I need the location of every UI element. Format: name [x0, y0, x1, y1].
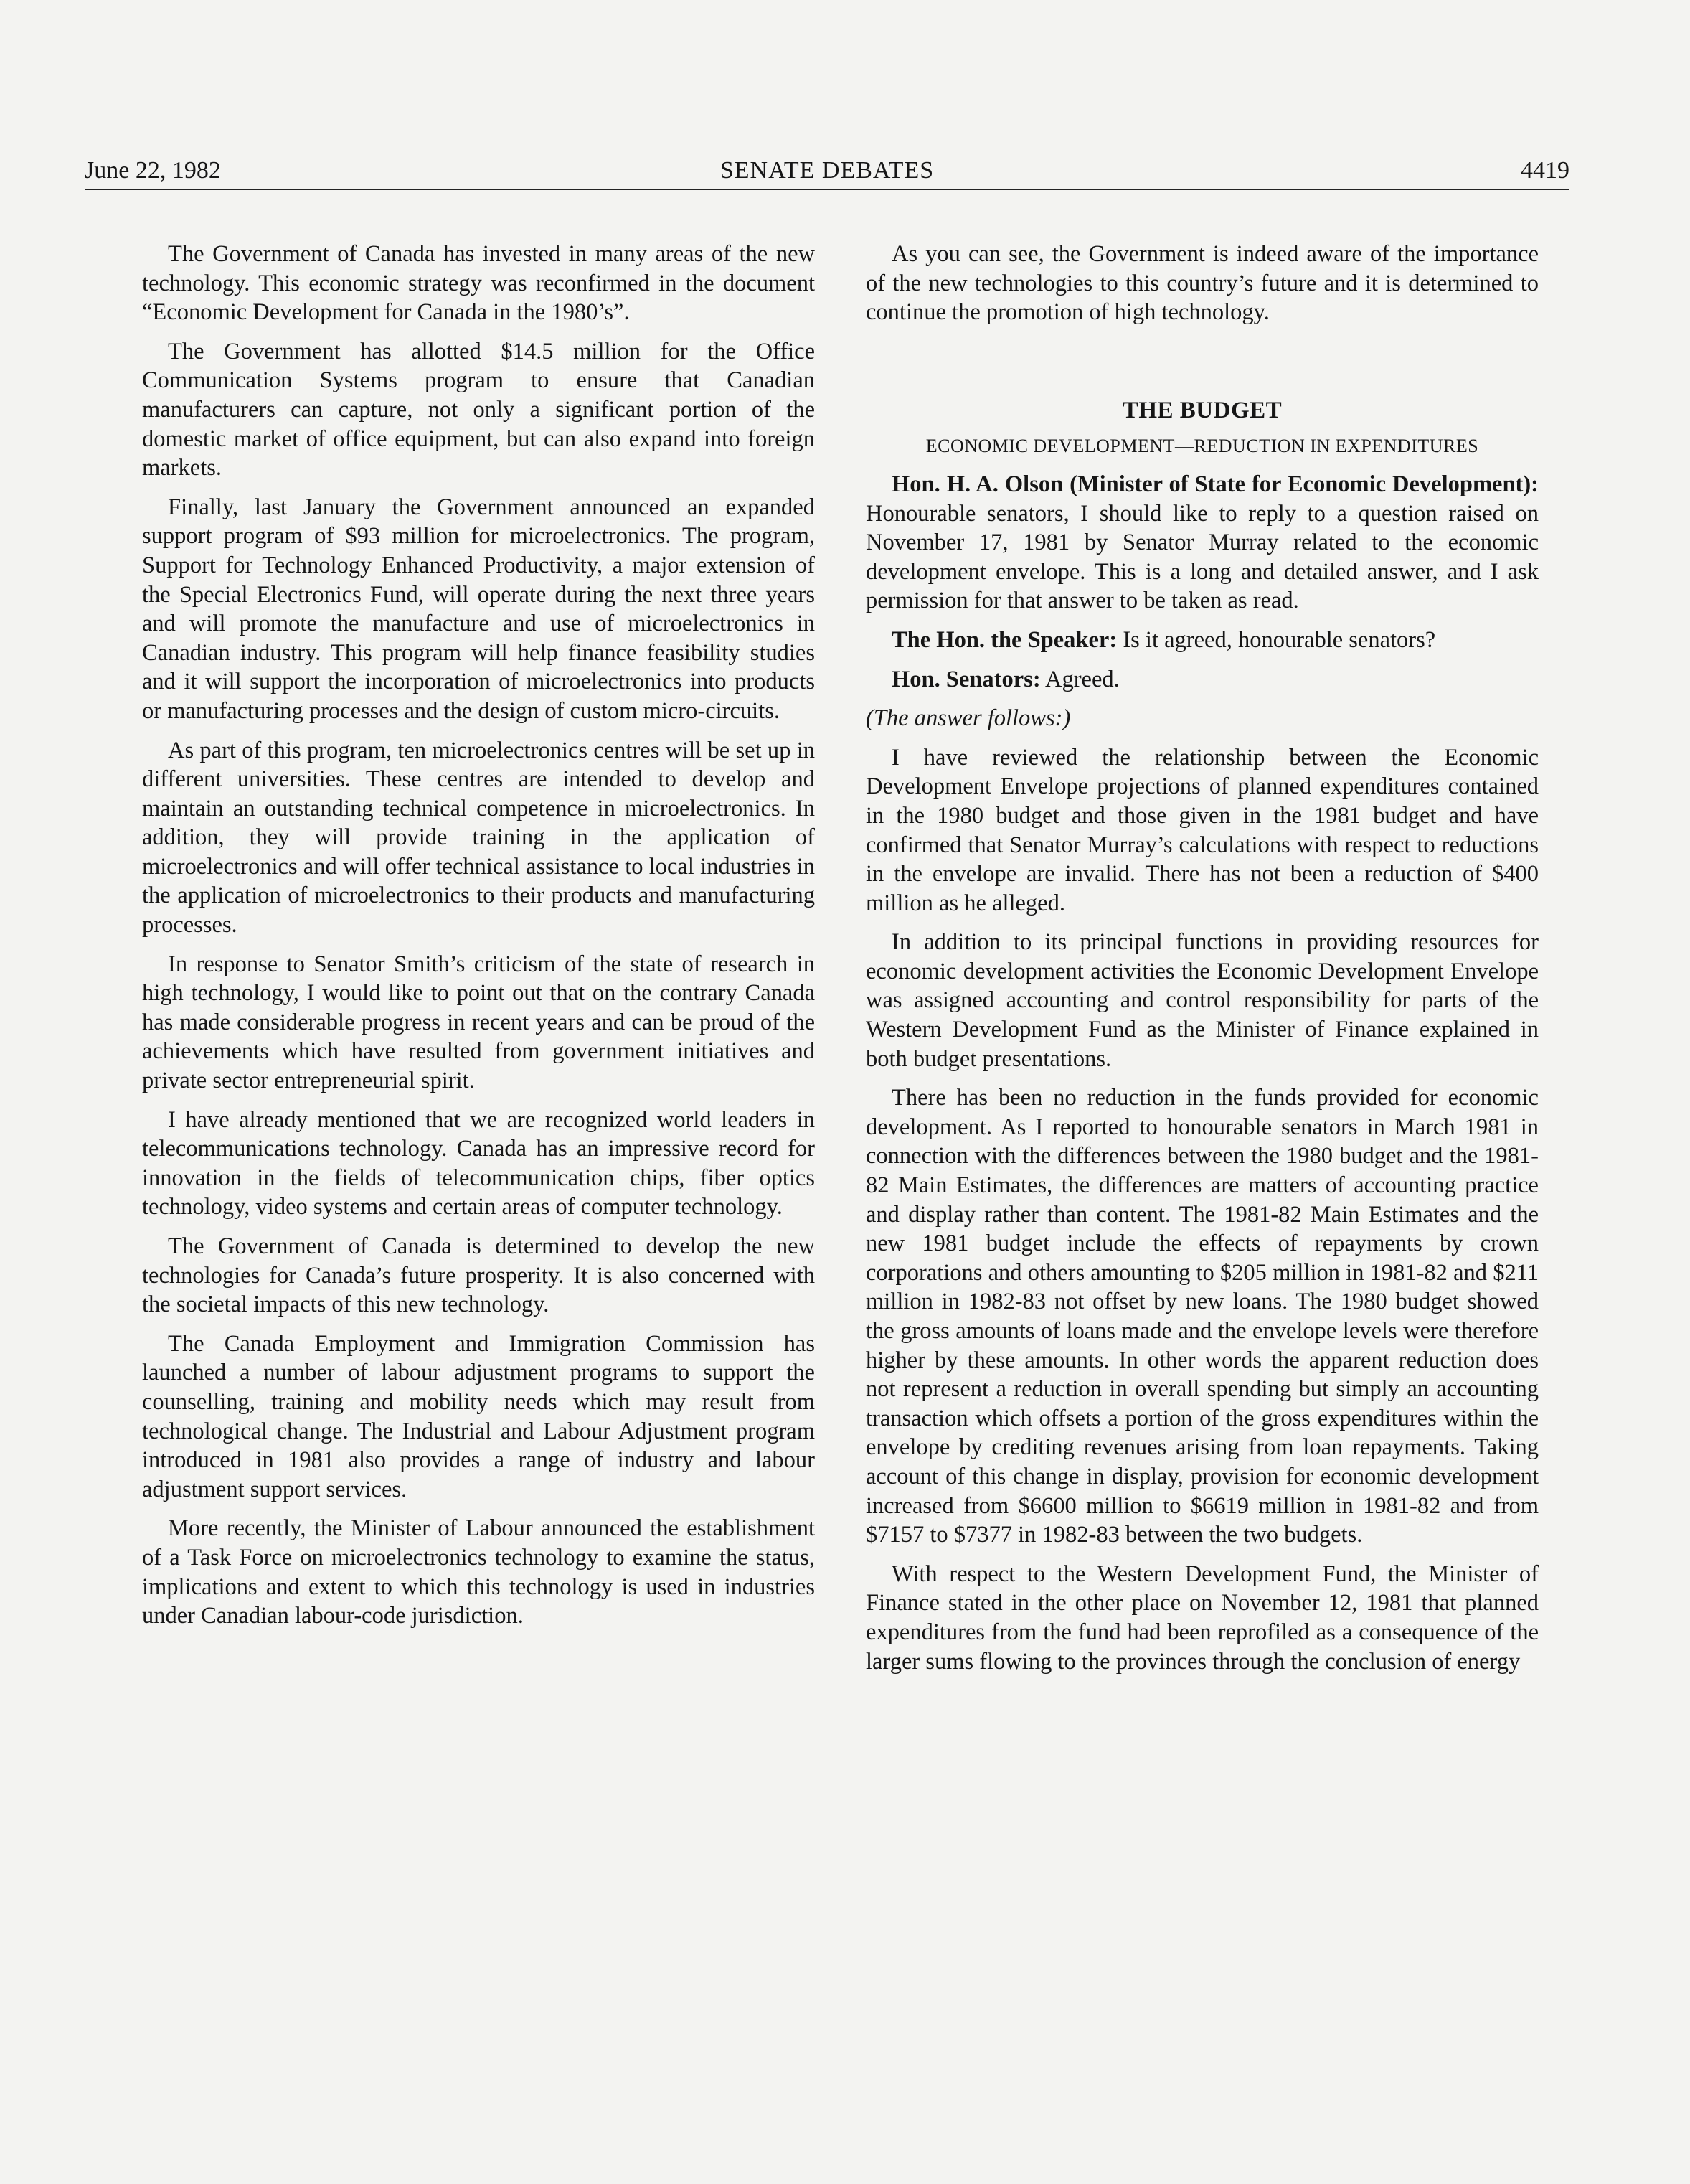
- olson-statement: [866, 470, 1539, 616]
- paragraph: The Government has allotted $14.5 million for the Office Communication Systems program to ensure that Canadian manufacturers can capture, not only a significant portion of the domestic market of office equipment, but can also expand into foreign markets.: [142, 338, 815, 481]
- header-rule: [85, 189, 1569, 190]
- paragraph: I have already mentioned that we are recognized world leaders in telecommunications technology. Canada has an impressive record for innovation in the fields of telecommunication chips, fiber optics technology, video systems and certain areas of computer technology.: [142, 1106, 815, 1220]
- section-subtitle: ECONOMIC DEVELOPMENT—REDUCTION IN EXPENDITURES: [925, 436, 1479, 457]
- paragraph: I have reviewed the relationship between the Economic Development Envelope projections of planned expenditures contained in the 1980 budget and those given in the 1981 budget and have confirmed that Senator Murray’s calculations with respect to reductions in the envelope are invalid. There has not been a reduction of $400 million as he alleged.: [866, 744, 1539, 916]
- page-header: [85, 152, 1569, 189]
- paragraph: The Canada Employment and Immigration Commission has launched a number of labour adjustment programs to support the counselling, training and mobility needs which may result from technological change. The Industrial and Labour Adjustment program introduced in 1981 also provides a range of industry and labour adjustment support services.: [142, 1330, 815, 1502]
- header-title: SENATE DEBATES: [719, 157, 935, 184]
- speaker-statement: [866, 626, 1539, 655]
- statement-text: Is it agreed, honourable senators?: [1123, 626, 1436, 653]
- paragraph: The Government of Canada is determined to develop the new technologies for Canada’s future prosperity. It is also concerned with the societal impacts of this new technology.: [142, 1233, 815, 1318]
- paragraph: More recently, the Minister of Labour announced the establishment of a Task Force on microelectronics technology to examine the status, implications and extent to which this technology is used in industries under Canadian labour-code jurisdiction.: [142, 1515, 815, 1629]
- paragraph: In response to Senator Smith’s criticism of the state of research in high technology, I would like to point out that on the contrary Canada has made considerable progress in recent years and can be proud of the achievements which have resulted from government initiatives and private sector entrepreneurial spirit.: [142, 951, 815, 1094]
- left-column: [142, 240, 815, 1641]
- speaker-name: Hon. Senators:: [892, 666, 1041, 692]
- paragraph: Finally, last January the Government announced an expanded support program of $93 million for microelectronics. The program, Support for Technology Enhanced Productivity, a major extension of the Special Electronics Fund, will operate during the next three years and will promote the manufacture and use of microelectronics in Canadian industry. This program will help finance feasibility studies and it will support the incorporation of microelectronics into products or manufacturing processes and the design of custom micro-circuits.: [142, 494, 815, 724]
- right-column: [866, 240, 1539, 1686]
- statement-text: Agreed.: [1045, 666, 1120, 692]
- paragraph: The Government of Canada has invested in many areas of the new technology. This economic strategy was reconfirmed in the document “Economic Development for Canada in the 1980’s”.: [142, 241, 815, 326]
- statement-text: Honourable senators, I should like to reply to a question raised on November 17, 1981 by Senator Murray related to the economic development envelope. This is a long and detailed answer, and I ask permission for that answer to be taken as read.: [866, 500, 1539, 614]
- paragraph: As part of this program, ten microelectronics centres will be set up in different universities. These centres are intended to develop and maintain an outstanding technical competence in microelectronics. In addition, they will provide training in the application of microelectronics and will offer technical assistance to local industries in the application of microelectronics to their products and manufacturing processes.: [142, 737, 815, 938]
- paragraph: There has been no reduction in the funds provided for economic development. As I reported to honourable senators in March 1981 in connection with the differences between the 1980 budget and the 1981-82 Main Estimates, the differences are matters of accounting practice and display rather than content. The 1981-82 Main Estimates and the new 1981 budget include the effects of repayments by crown corporations and others amounting to $205 million in 1981-82 and $211 million in 1982-83 not offset by new loans. The 1980 budget showed the gross amounts of loans made and the envelope levels were therefore higher by these amounts. In other words the apparent reduction does not represent a reduction in overall spending but simply an accounting transaction which offsets a portion of the gross expenditures within the envelope by crediting revenues arising from loan repayments. Taking account of this change in display, provision for economic development increased from $6600 million to $6619 million in 1981-82 and from $7157 to $7377 in 1982-83 between the two budgets.: [866, 1085, 1539, 1548]
- section-title: THE BUDGET: [1122, 397, 1283, 423]
- header-date: June 22, 1982: [85, 157, 221, 184]
- senators-statement: [866, 665, 1539, 695]
- paragraph: With respect to the Western Development Fund, the Minister of Finance stated in the other place on November 12, 1981 that planned expenditures from the fund had been reprofiled as a consequence of the larger sums flowing to the provinces through the conclusion of energy: [866, 1561, 1539, 1675]
- answer-note: (The answer follows:): [866, 705, 1071, 732]
- speaker-name: The Hon. the Speaker:: [892, 626, 1118, 653]
- speaker-name: Hon. H. A. Olson (Minister of State for Economic Development):: [892, 471, 1539, 497]
- paragraph: In addition to its principal functions in providing resources for economic development activities the Economic Development Envelope was assigned accounting and control responsibility for parts of the Western Development Fund as the Minister of Finance explained in both budget presentations.: [866, 929, 1539, 1072]
- page-number: 4419: [1521, 157, 1569, 184]
- paragraph: As you can see, the Government is indeed aware of the importance of the new technologies to this country’s future and it is determined to continue the promotion of high technology.: [866, 241, 1539, 326]
